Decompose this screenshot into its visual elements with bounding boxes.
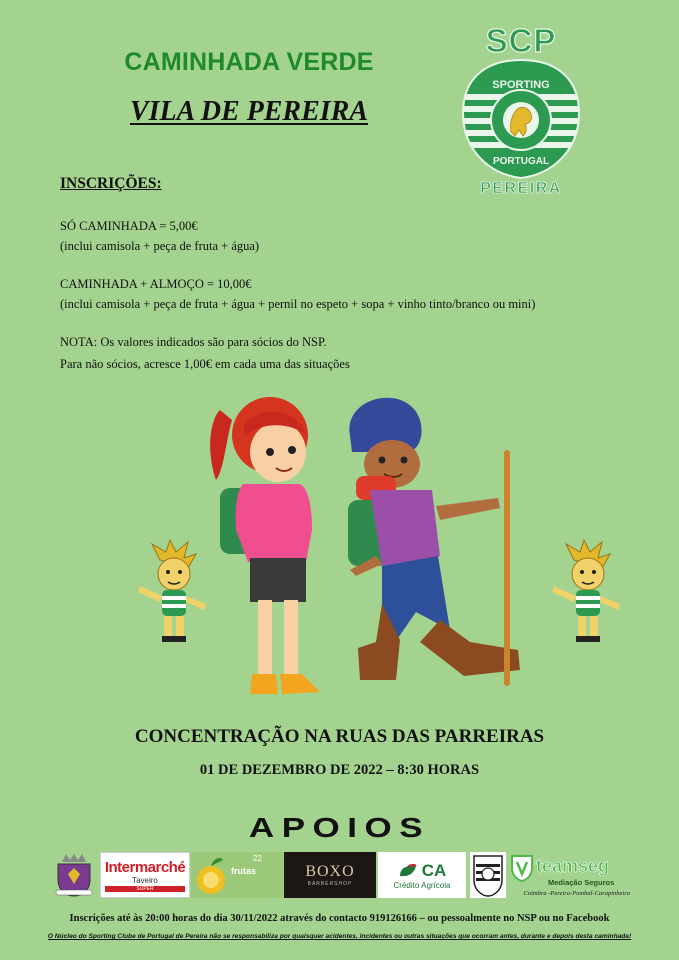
- option-walk-only: SÓ CAMINHADA = 5,00€: [60, 219, 198, 233]
- intermarche-bar: SUPER: [105, 886, 185, 892]
- logo-ring-bottom: PORTUGAL: [492, 156, 550, 167]
- event-subtitle: VILA DE PEREIRA: [129, 96, 369, 127]
- ca-sub: Crédito Agrícola: [393, 880, 451, 890]
- municipality-crest-icon: [50, 852, 98, 898]
- nsp-crest-icon: [470, 852, 506, 898]
- hikers-illustration: [120, 380, 640, 710]
- fruit-icon: [191, 852, 231, 898]
- lion-mascot-icon: [138, 540, 206, 642]
- meeting-point: CONCENTRAÇÃO NA RUAS DAS PARREIRAS: [134, 726, 545, 747]
- teamseg-name: teamseg: [536, 856, 610, 876]
- liability-disclaimer: O Núcleo do Sporting Clube de Portugal de Pereira não se responsabiliza por quaisquer acidentes, incidentes ou outras situações que ocorram antes, durante e depois desta caminhada!: [47, 933, 632, 940]
- lion-mascot-icon: [552, 540, 620, 642]
- logo-scp-text: SCP: [485, 22, 557, 59]
- logo-ring-top: SPORTING: [492, 79, 550, 91]
- option-walk-lunch: CAMINHADA + ALMOÇO = 10,00€: [60, 277, 252, 291]
- hiker-girl-icon: [210, 397, 320, 694]
- sporting-crest-icon: [461, 58, 581, 180]
- fruit-shop-number: 22: [253, 854, 262, 863]
- logo-pereira-text: PEREIRA: [480, 180, 562, 197]
- members-note: NOTA: Os valores indicados são para sócios do NSP.: [60, 335, 327, 349]
- option-walk-lunch-detail: (inclui camisola + peça de fruta + água + pernil no espeto + sopa + vinho tinto/branco ou mini): [60, 297, 536, 311]
- credito-agricola-logo: [378, 852, 466, 898]
- fruit-shop-name: frutas: [231, 866, 257, 876]
- intermarche-name: Intermarché: [104, 858, 186, 876]
- ca-name: CA: [421, 860, 447, 880]
- registration-deadline: Inscrições até às 20:00 horas do dia 30/11/2022 através do contacto 919126166 – ou pessoalmente no NSP ou no Facebook: [69, 913, 610, 924]
- intermarche-logo: [100, 852, 190, 898]
- registration-heading: INSCRIÇÕES:: [60, 175, 162, 192]
- teamseg-sub: Mediação Seguros: [548, 878, 615, 887]
- intermarche-location: Taveiro: [132, 875, 158, 885]
- hiker-boy-icon: [348, 398, 520, 686]
- non-members-note: Para não sócios, acresce 1,00€ em cada uma das situações: [60, 357, 350, 371]
- boxo-sub: BARBERSHOP: [307, 881, 353, 887]
- ca-leaf-icon: [398, 864, 418, 878]
- boxo-name: BOXO: [305, 863, 355, 880]
- fruit-shop-logo: [191, 852, 283, 898]
- sporting-pereira-logo: [455, 22, 587, 204]
- sponsors-heading: APOIOS: [248, 812, 431, 843]
- option-walk-only-detail: (inclui camisola + peça de fruta + água): [60, 239, 260, 253]
- teamseg-shield-icon: [510, 854, 534, 882]
- event-datetime: 01 DE DEZEMBRO DE 2022 – 8:30 HORAS: [199, 762, 480, 778]
- boxo-barbershop-logo: [284, 852, 376, 898]
- event-title: CAMINHADA VERDE: [124, 48, 374, 76]
- teamseg-locations: Coimbra -Pereira-Pombal-Carapinheira: [523, 890, 630, 897]
- teamseg-logo: [510, 852, 630, 898]
